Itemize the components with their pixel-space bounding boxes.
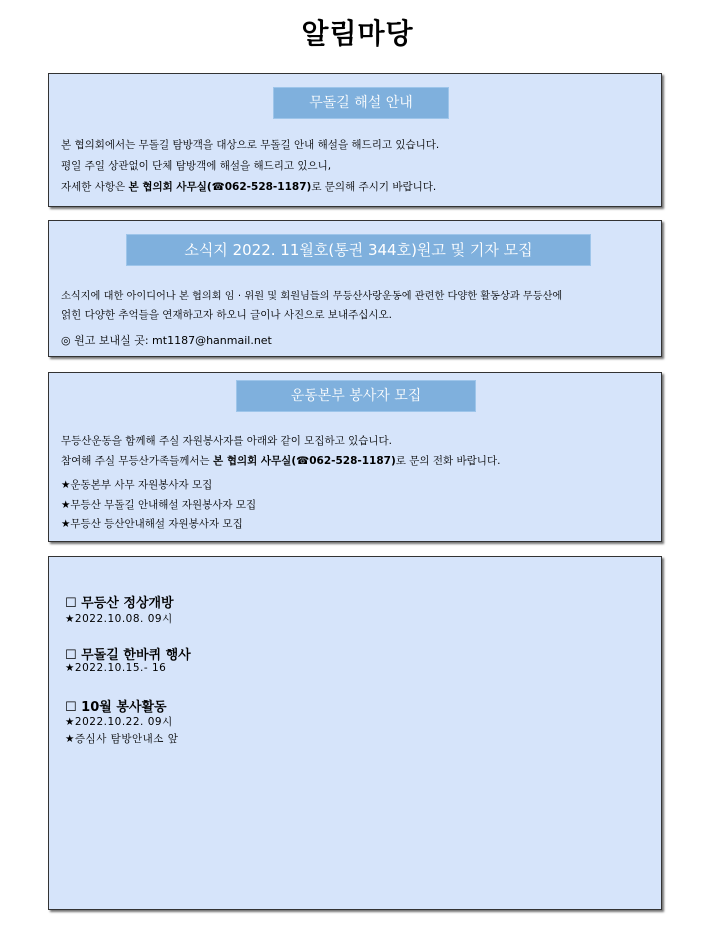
notice-text-line: 무등산운동을 함께해 주실 자원봉사자를 아래와 같이 모집하고 있습니다. [61,435,392,447]
event-date: ★2022.10.15.- 16 [65,662,167,674]
notice-text-line: 본 협의회에서는 무돌길 탐방객을 대상으로 무돌길 안내 해설을 해드리고 있습니다. [61,139,440,151]
notice-text-line: 소식지에 대한 아이디어나 본 협의회 임 · 위원 및 회원님들의 무등산사랑운동에 관련한 다양한 활동상과 무등산에 [61,291,563,302]
event-title: ☐ 10월 봉사활동 [65,700,167,715]
office-contact: 본 협의회 사무실(☎062-528-1187) [213,455,396,467]
volunteer-item: ★운동본부 사무 자원봉사자 모집 [61,479,213,491]
notice-text-part: 참여해 주실 무등산가족들께서는 [61,455,214,467]
notice-text-line: 얽힌 다양한 추억들을 연재하고자 하오니 글이나 사진으로 보내주십시오. [61,309,392,321]
notice-box-newsletter [48,220,662,357]
notice-text-line [61,179,436,194]
event-title: ☐ 무돌길 한바퀴 행사 [65,648,191,663]
volunteer-item: ★무등산 무돌길 안내해설 자원봉사자 모집 [61,499,257,511]
event-schedule-box [48,556,662,910]
notice-text-line: 평일 주일 상관없이 단체 탐방객에 해설을 해드리고 있으니, [61,160,332,172]
notice-heading-newsletter: 소식지 2022. 11월호(통권 344호)원고 및 기자 모집 [126,234,591,266]
volunteer-item: ★무등산 등산안내해설 자원봉사자 모집 [61,518,243,530]
event-location: ★증심사 탐방안내소 앞 [65,733,179,745]
event-date: ★2022.10.08. 09시 [65,613,173,625]
notice-text-line [61,453,500,468]
notice-heading-trail-guide: 무돌길 해설 안내 [273,87,449,119]
notice-heading-volunteer: 운동본부 봉사자 모집 [236,380,476,412]
office-contact: 본 협의회 사무실(☎062-528-1187) [128,181,312,193]
page-title: 알림마당 [301,17,414,50]
notice-text-part: 로 문의 전화 바랍니다. [395,455,501,467]
event-date: ★2022.10.22. 09시 [65,716,173,728]
manuscript-email: ◎ 원고 보내실 곳: mt1187@hanmail.net [61,334,272,347]
event-title: ☐ 무등산 정상개방 [65,596,174,611]
notice-box-volunteer [48,372,662,542]
notice-box-trail-guide [48,73,662,207]
notice-text-part: 로 문의해 주시기 바랍니다. [311,181,437,193]
notice-text-part: 자세한 사항은 [61,181,129,193]
